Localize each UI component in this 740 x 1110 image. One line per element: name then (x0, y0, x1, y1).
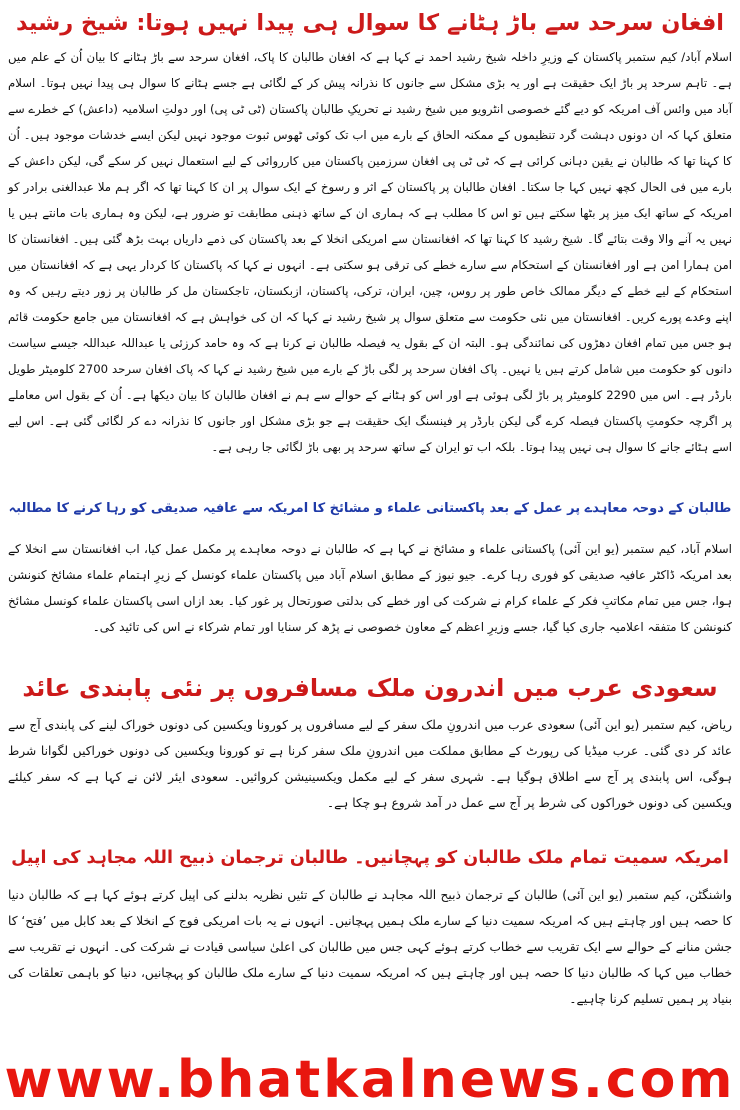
headline-border-fence: افغان سرحد سے باڑ ہٹانے کا سوال ہی پیدا نہیں ہوتا: شیخ رشید (15, 10, 725, 36)
headline-ulema-demand: طالبان کے دوحہ معاہدے پر عمل کے بعد پاکستانی علماء و مشائخ کا امریکہ سے عافیہ صدیقی کو رہا کرنے کا مطالبہ (8, 501, 732, 516)
article-body-taliban-recognition: واشنگٹن، کیم ستمبر (یو این آئی) طالبان کے ترجمان ذبیح اللہ مجاہد نے طالبان کے تئیں نظریہ بدلنے کی اپیل کرتے ہوئے کہا ہے کہ طالبان دنیا کا حصہ ہیں اور چاہتے ہیں کہ امریکہ سمیت دنیا کے سارے ملک ہمیں پہچانیں۔ انہوں نے یہ بات امریکی فوج کے انخلا کے بعد کابل میں ’فتح‘ کا جشن منانے کے حوالے سے ایک تقریب سے خطاب کرتے ہوئے کہی جس میں طالبان کی اعلیٰ سیاسی قیادت نے شرکت کی۔ انہوں نے تقریب سے خطاب میں کہا کہ طالبان دنیا کا حصہ ہیں اور چاہتے ہیں کہ امریکہ سمیت دنیا کے سارے ملک طالبان کو پہچانیں، دنیا کو باہمی تعلقات کی بنیاد پر ہمیں تسلیم کرنا چاہیے۔ (8, 888, 732, 1006)
headline-saudi-travel-ban: سعودی عرب میں اندرون ملک مسافروں پر نئی پابندی عائد (22, 674, 718, 702)
article-body-border-fence: اسلام آباد/ کیم ستمبر پاکستان کے وزیرِ داخلہ شیخ رشید احمد نے کہا ہے کہ افغان طالبان کا پاک، افغان سرحد سے باڑ ہٹانے کا بیان اُن کے علم میں ہے۔ تاہم سرحد پر باڑ ایک حقیقت ہے اور یہ بڑی مشکل سے جانوں کا نذرانہ پیش کر کے لگائی ہے جسے ہٹانے کا سوال ہی پیدا نہیں ہوتا۔ اسلام آباد میں وائس آف امریکہ کو دیے گئے خصوصی انٹرویو میں شیخ رشید نے تحریکِ طالبان پاکستان (ٹی ٹی پی) اور دولتِ اسلامیہ (داعش) کے خطرے سے متعلق کہا کہ ان دونوں دہشت گرد تنظیموں کے ممکنہ الحاق کے بارے میں اب تک کوئی ٹھوس ثبوت موجود نہیں لیکن ایسے خدشات موجود ہیں۔ اُن کا کہنا تھا کہ طالبان نے یقین دہانی کرائی ہے کہ ٹی ٹی پی افغان سرزمین پاکستان میں کارروائی کے لیے استعمال نہیں کر سکے گی، لیکن داعش کے بارے میں فی الحال کچھ نہیں کہا جا سکتا۔ افغان طالبان پر پاکستان کے اثر و رسوخ کے ایک سوال پر ان کا کہنا تھا کہ اگر ہم ملا عبدالغنی برادر کو امریکہ کے ساتھ ایک میز پر بٹھا سکتے ہیں تو اس کا مطلب ہے کہ ہماری ان کے ساتھ ذہنی مطابقت تو ضرور ہے، لیکن وہ ہماری بات مانتے ہیں یا نہیں یہ آنے والا وقت بتائے گا۔ شیخ رشید کا کہنا تھا کہ افغانستان سے امریکی انخلا کے بعد پاکستان کی ذمے داریاں بہت بڑھ گئی ہیں۔ افغانستان کا امن ہمارا امن ہے اور افغانستان کے استحکام سے سارے خطے کی ترقی ہو سکتی ہے۔ انہوں نے کہا کہ پاکستان کا کردار یہی ہے کہ افغانستان میں استحکام کے لیے خطے کے دیگر ممالک خاص طور پر روس، چین، ایران، ترکی، پاکستان، ازبکستان، تاجکستان مل کر طالبان پر زور دیتے رہیں کہ وہ اپنے وعدے پورے کریں۔ افغانستان میں نئی حکومت سے متعلق سوال پر شیخ رشید نے کہا کہ ان کی خواہش ہے کہ افغانستان میں جامع حکومت قائم ہو جس میں تمام افغان دھڑوں کی نمائندگی ہو۔ البتہ ان کے بقول یہ فیصلہ طالبان نے کرنا ہے کہ وہ حامد کرزئی یا عبداللہ عبداللہ جیسے سیاست دانوں کو حکومت میں شامل کرتے ہیں یا نہیں۔ پاک افغان سرحد پر لگی باڑ کے بارے میں شیخ رشید نے کہا کہ پاک افغان سرحد 2700 کلومیٹر طویل بارڈر ہے۔ اس میں 2290 کلومیٹر پر باڑ لگی ہوئی ہے اور اس کو ہٹانے کے حوالے سے ہم نے افغان طالبان کا بیان دیکھا ہے۔ اُن کے بقول اس معاملے پر اگرچہ حکومتِ پاکستان فیصلہ کرے گی لیکن بارڈر پر فینسنگ ایک حقیقت ہے جو بڑی مشکل اور جانوں کا نذرانہ دے کر لگائی گئی ہے۔ اس لیے اسے ہٹائے جانے کا سوال ہی نہیں پیدا ہوتا۔ بلکہ اب تو ایران کے ساتھ سرحد پر بھی باڑ لگائی جا رہی ہے۔ (8, 50, 732, 454)
headline-taliban-recognition: امریکہ سمیت تمام ملک طالبان کو پہچانیں۔ طالبان ترجمان ذبیح اللہ مجاہد کی اپیل (11, 848, 729, 868)
article-body-ulema-demand: اسلام آباد، کیم ستمبر (یو این آئی) پاکستانی علماء و مشائخ نے کہا ہے کہ طالبان نے دوحہ معاہدے پر مکمل عمل کیا، اب افغانستان سے انخلا کے بعد امریکہ ڈاکٹر عافیہ صدیقی کو فوری رہا کرے۔ جیو نیوز کے مطابق اسلام آباد میں پاکستان علماء کونسل کے زیرِ اہتمام علماء مشائخ کنونشن ہوا، جس میں تمام مکاتبِ فکر کے علماء کرام نے شرکت کی اور خطے کی بدلتی صورتحال پر غور کیا۔ بعد ازاں اسی پاکستان علماء کونسل مشائخ کنونشن کا متفقہ اعلامیہ جاری کیا گیا، جسے وزیرِ اعظم کے معاون خصوصی نے پڑھ کر سنایا اور تمام شرکاء نے اس کی تائید کی۔ (8, 542, 732, 634)
website-footer: www.bhatkalnews.com (4, 1050, 736, 1110)
article-body-saudi-travel-ban: ریاض، کیم ستمبر (یو این آئی) سعودی عرب میں اندرونِ ملک سفر کے لیے مسافروں پر کورونا ویکسین کی دونوں خوراک لینے کی پابندی آج سے عائد کر دی گئی۔ عرب میڈیا کی رپورٹ کے مطابق مملکت میں اندرونِ ملک سفر کرنا ہے تو کورونا ویکسین کی دونوں خوراکیں لگوانا شرط ہوگی، اس پابندی پر آج سے اطلاق ہوگیا ہے۔ شہری سفر کے لیے مکمل ویکسینیشن کروائیں۔ سعودی ایئر لائن نے کہا ہے کہ سفر کیلئے ویکسین کی دونوں خوراکوں کی شرط پر آج سے عمل در آمد شروع ہو چکا ہے۔ (8, 718, 732, 810)
